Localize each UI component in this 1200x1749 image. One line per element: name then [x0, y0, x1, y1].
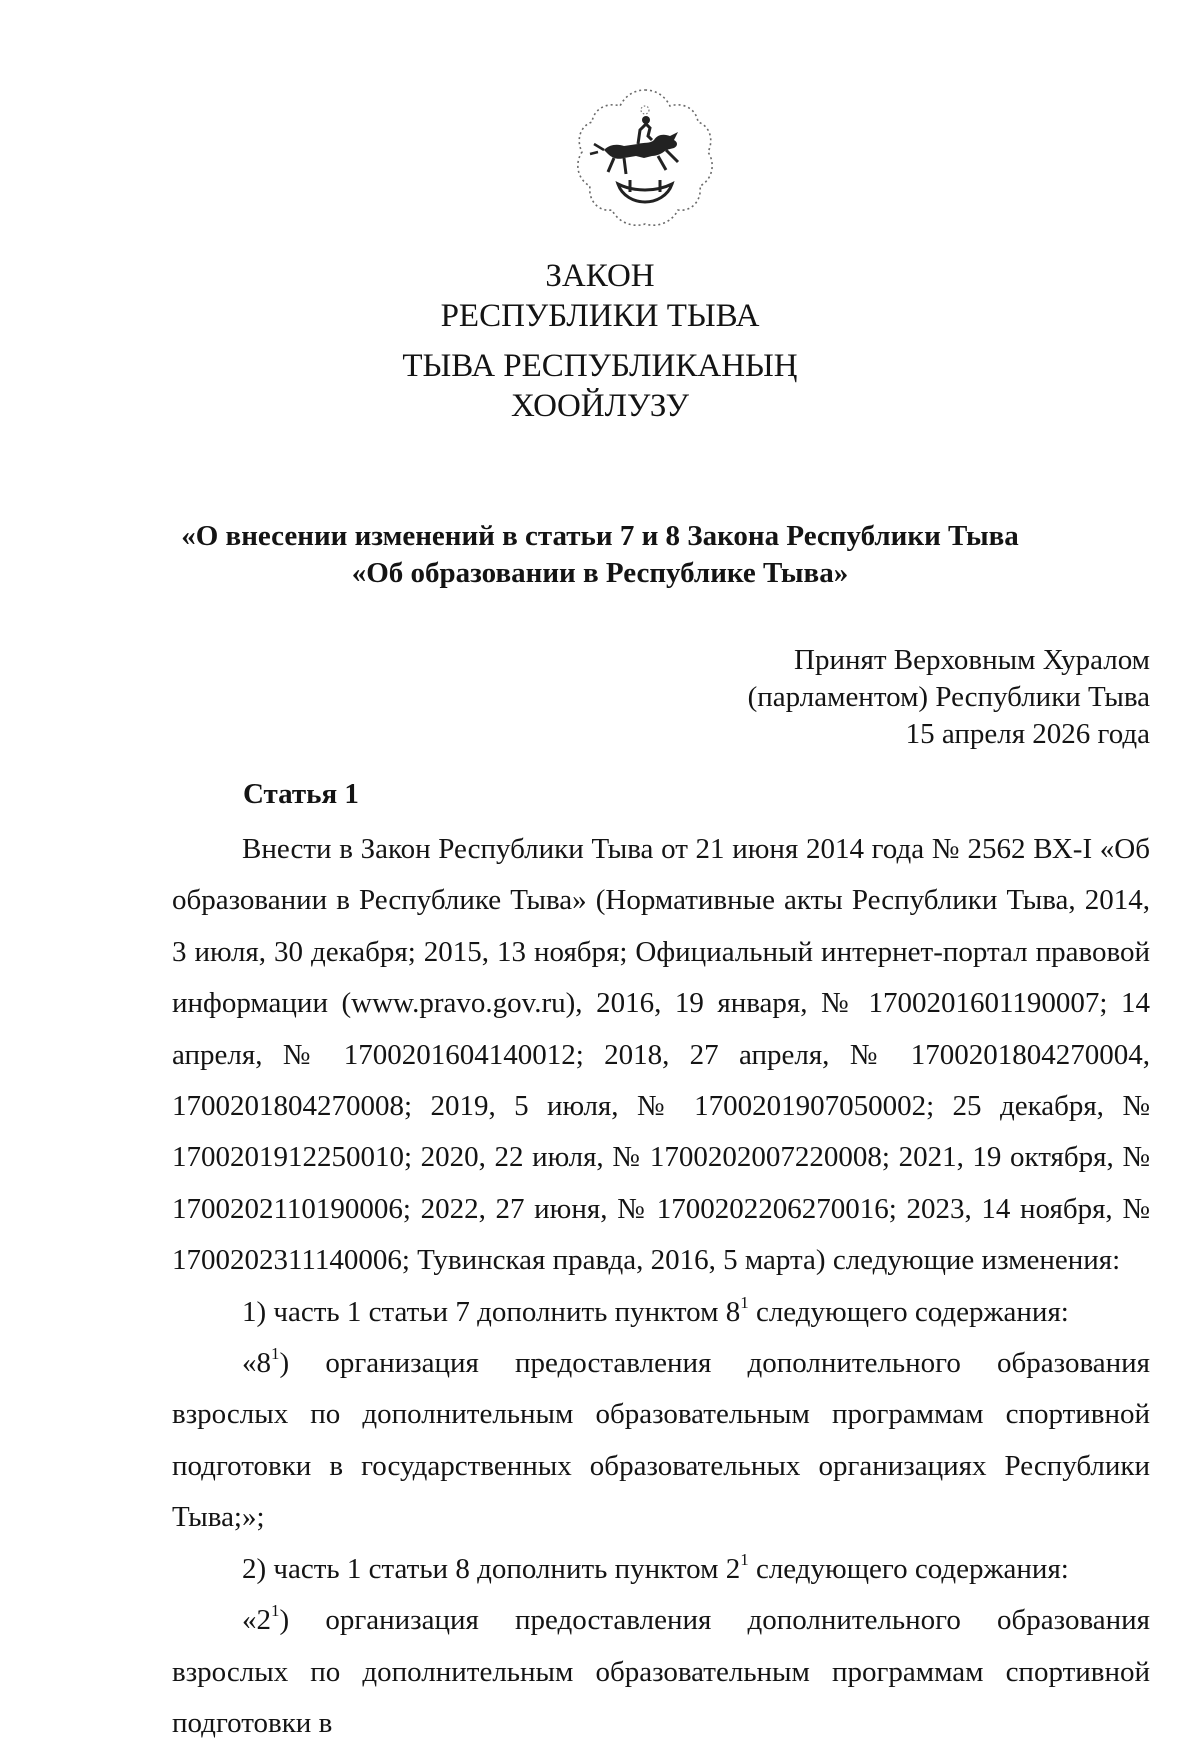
adoption-line-2: (парламентом) Республики Тыва	[747, 681, 1150, 713]
adoption-line-1: Принят Верховным Хуралом	[794, 644, 1150, 676]
law-title	[0, 518, 1200, 592]
law-title-line-1: «О внесении изменений в статьи 7 и 8 Закона Республики Тыва	[181, 520, 1019, 552]
tuvan-law-line: ХООЙЛУЗУ	[510, 388, 690, 424]
law-title-line-2: «Об образовании в Республике Тыва»	[351, 557, 849, 589]
article-1-intro-paragraph: Внести в Закон Республики Тыва от 21 июня 2014 года № 2562 ВХ-I «Об образовании в Республике Тыва» (Нормативные акты Республики Тыва, 2014, 3 июля, 30 декабря; 2015, 13 ноября; Официальный интернет-портал правовой информации (www.pravo.gov.ru), 2016, 19 января, № 1700201601190007; 14 апреля, № 1700201604140012; 2018, 27 апреля, № 1700201804270004, 1700201804270008; 2019, 5 июля, № 1700201907050002; 25 декабря, № 1700201912250010; 2020, 22 июля, № 1700202007220008; 2021, 19 октября, № 1700202110190006; 2022, 27 июня, № 1700202206270016; 2023, 14 ноября, № 1700202311140006; Тувинская правда, 2016, 5 марта) следующие изменения:	[172, 833, 1150, 1277]
quote-2-open: «2	[242, 1604, 271, 1637]
tuva-coat-of-arms-icon	[574, 84, 716, 232]
amendment-quote-2	[172, 1595, 1150, 1749]
quote-2-text: ) организация предоставления дополнительного образования взрослых по дополнительным образовательным программам спортивной подготовки в	[172, 1604, 1150, 1739]
tuvan-republic-line: ТЫВА РЕСПУБЛИКАНЫҢ	[402, 348, 798, 384]
amendment-item-1	[172, 1287, 1150, 1338]
quote-2-superscript: 1	[271, 1601, 280, 1621]
law-heading-line: ЗАКОН	[545, 258, 655, 294]
article-1-body	[172, 824, 1150, 1749]
item-2-text: 2) часть 1 статьи 8 дополнить пунктом 2	[242, 1552, 741, 1585]
amendment-quote-1	[172, 1338, 1150, 1544]
republic-name-line: РЕСПУБЛИКИ ТЫВА	[440, 298, 760, 334]
quote-1-text: ) организация предоставления дополнительного образования взрослых по дополнительным образовательным программам спортивной подготовки в государственных образовательных организациях Республики Тыва;»;	[172, 1347, 1150, 1534]
item-2-tail: следующего содержания:	[748, 1552, 1069, 1585]
quote-1-superscript: 1	[271, 1344, 280, 1364]
item-1-superscript: 1	[740, 1292, 749, 1312]
adoption-block	[748, 642, 1150, 753]
amendment-item-2	[172, 1544, 1150, 1595]
item-1-text: 1) часть 1 статьи 7 дополнить пунктом 8	[242, 1295, 741, 1328]
item-1-tail: следующего содержания:	[748, 1295, 1069, 1328]
quote-1-open: «8	[242, 1347, 271, 1380]
article-1-heading: Статья 1	[243, 778, 359, 810]
law-heading-russian	[0, 256, 1200, 336]
item-2-superscript: 1	[740, 1549, 749, 1569]
adoption-date: 15 апреля 2026 года	[905, 718, 1150, 750]
law-heading-tuvan	[0, 346, 1200, 426]
